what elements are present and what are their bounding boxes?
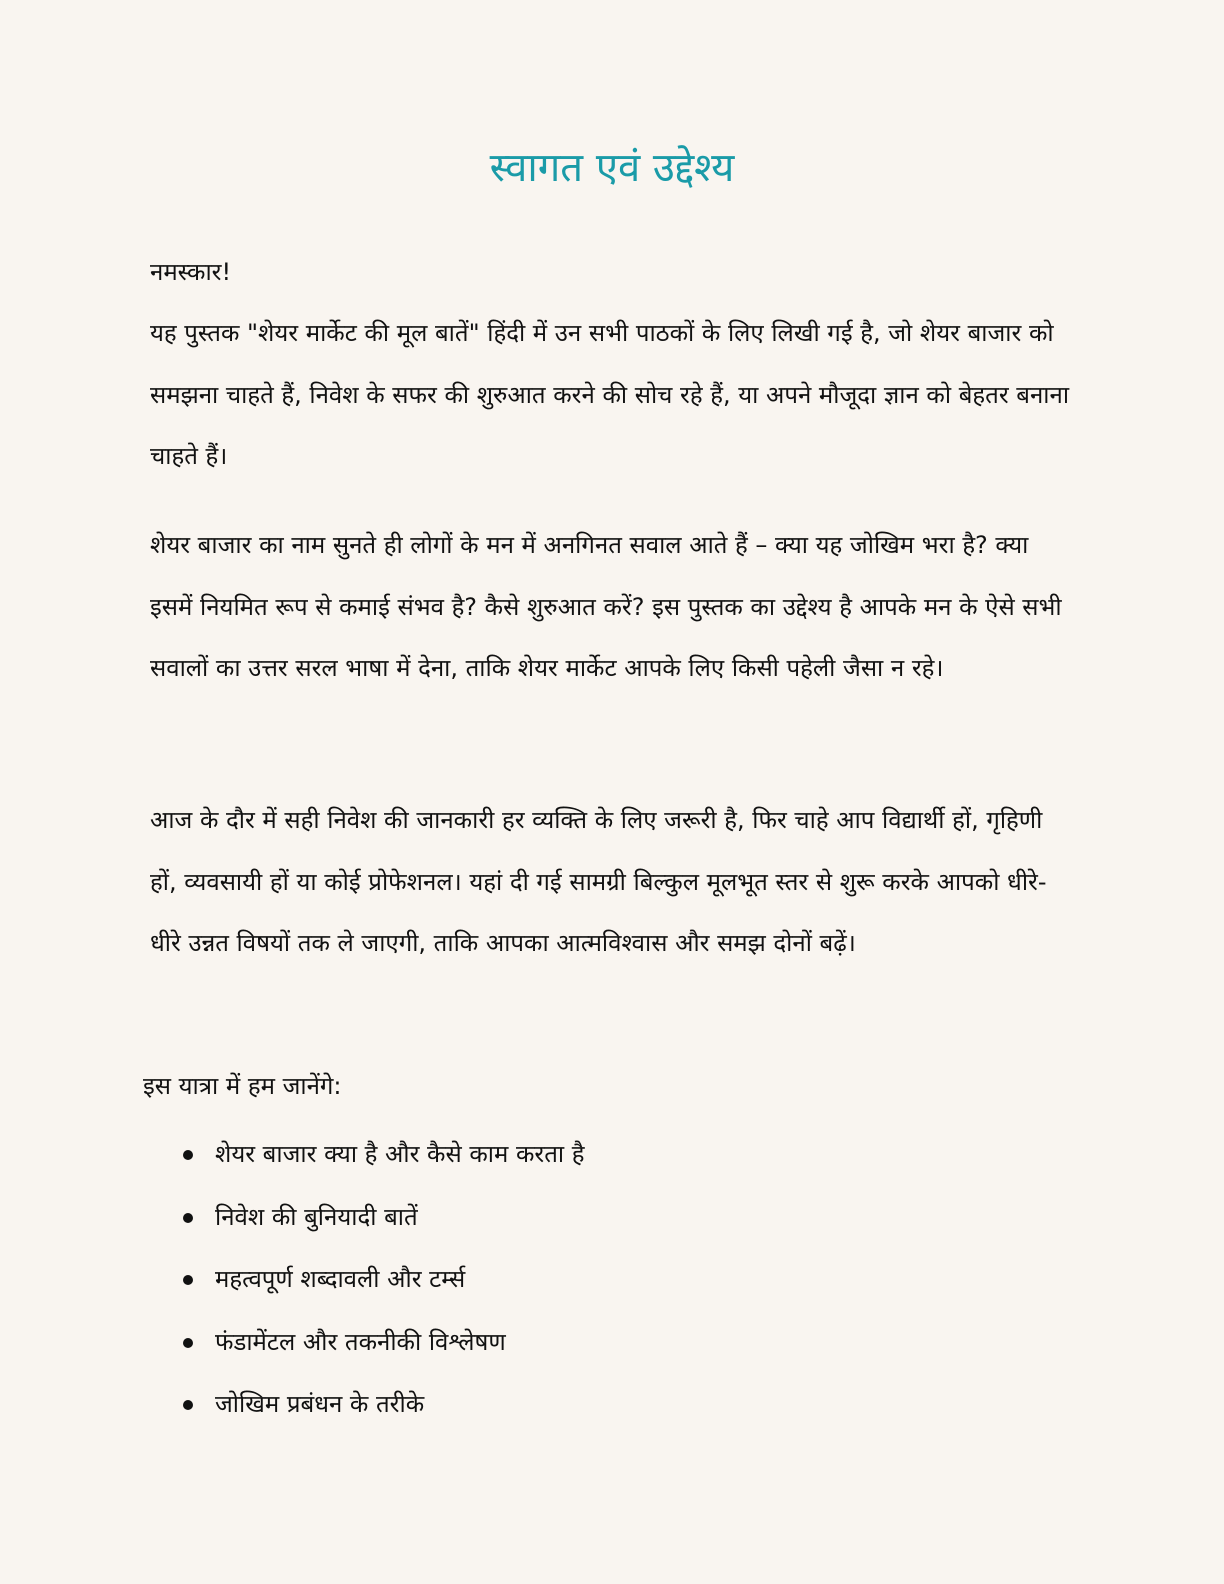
purpose-paragraph: शेयर बाजार का नाम सुनते ही लोगों के मन में अनगिनत सवाल आते हैं – क्या यह जोखिम भरा है? क्या इसमें नियमित रूप से कमाई संभव है? कैसे शुरुआत करें? इस पुस्तक का उद्देश्य है आपके मन के ऐसे सभी सवालों का उत्तर सरल भाषा में देना, ताकि शेयर मार्केट आपके लिए किसी पहेली जैसा न रहे। (150, 531, 1062, 682)
list-item-label: जोखिम प्रबंधन के तरीके (215, 1390, 425, 1418)
list-intro: इस यात्रा में हम जानेंगे: (143, 1072, 342, 1100)
list-item-label: शेयर बाजार क्या है और कैसे काम करता है (215, 1140, 585, 1168)
bullet-icon (183, 1150, 193, 1160)
intro-paragraph: यह पुस्तक "शेयर मार्केट की मूल बातें" हिंदी में उन सभी पाठकों के लिए लिखी गई है, जो शेयर बाजार को समझना चाहते हैं, निवेश के सफर की शुरुआत करने की सोच रहे हैं, या अपने मौजूदा ज्ञान को बेहतर बनाना चाहते हैं। (150, 319, 1070, 470)
list-item-label: फंडामेंटल और तकनीकी विश्लेषण (215, 1327, 506, 1356)
bullet-icon (183, 1400, 193, 1410)
page-title: स्वागत एवं उद्देश्य (489, 145, 735, 191)
audience-paragraph: आज के दौर में सही निवेश की जानकारी हर व्यक्ति के लिए जरूरी है, फिर चाहे आप विद्यार्थी हों, गृहिणी हों, व्यवसायी हों या कोई प्रोफेशनल। यहां दी गई सामग्री बिल्कुल मूलभूत स्तर से शुरू करके आपको धीरे-धीरे उन्नत विषयों तक ले जाएगी, ताकि आपका आत्मविश्वास और समझ दोनों बढ़ें। (150, 806, 1047, 957)
bullet-icon (183, 1213, 193, 1223)
bullet-icon (183, 1338, 193, 1348)
list-item-label: निवेश की बुनियादी बातें (215, 1202, 418, 1231)
greeting-text: नमस्कार! (150, 258, 232, 286)
list-item-label: महत्वपूर्ण शब्दावली और टर्म्स (215, 1265, 466, 1293)
bullet-icon (183, 1275, 193, 1285)
